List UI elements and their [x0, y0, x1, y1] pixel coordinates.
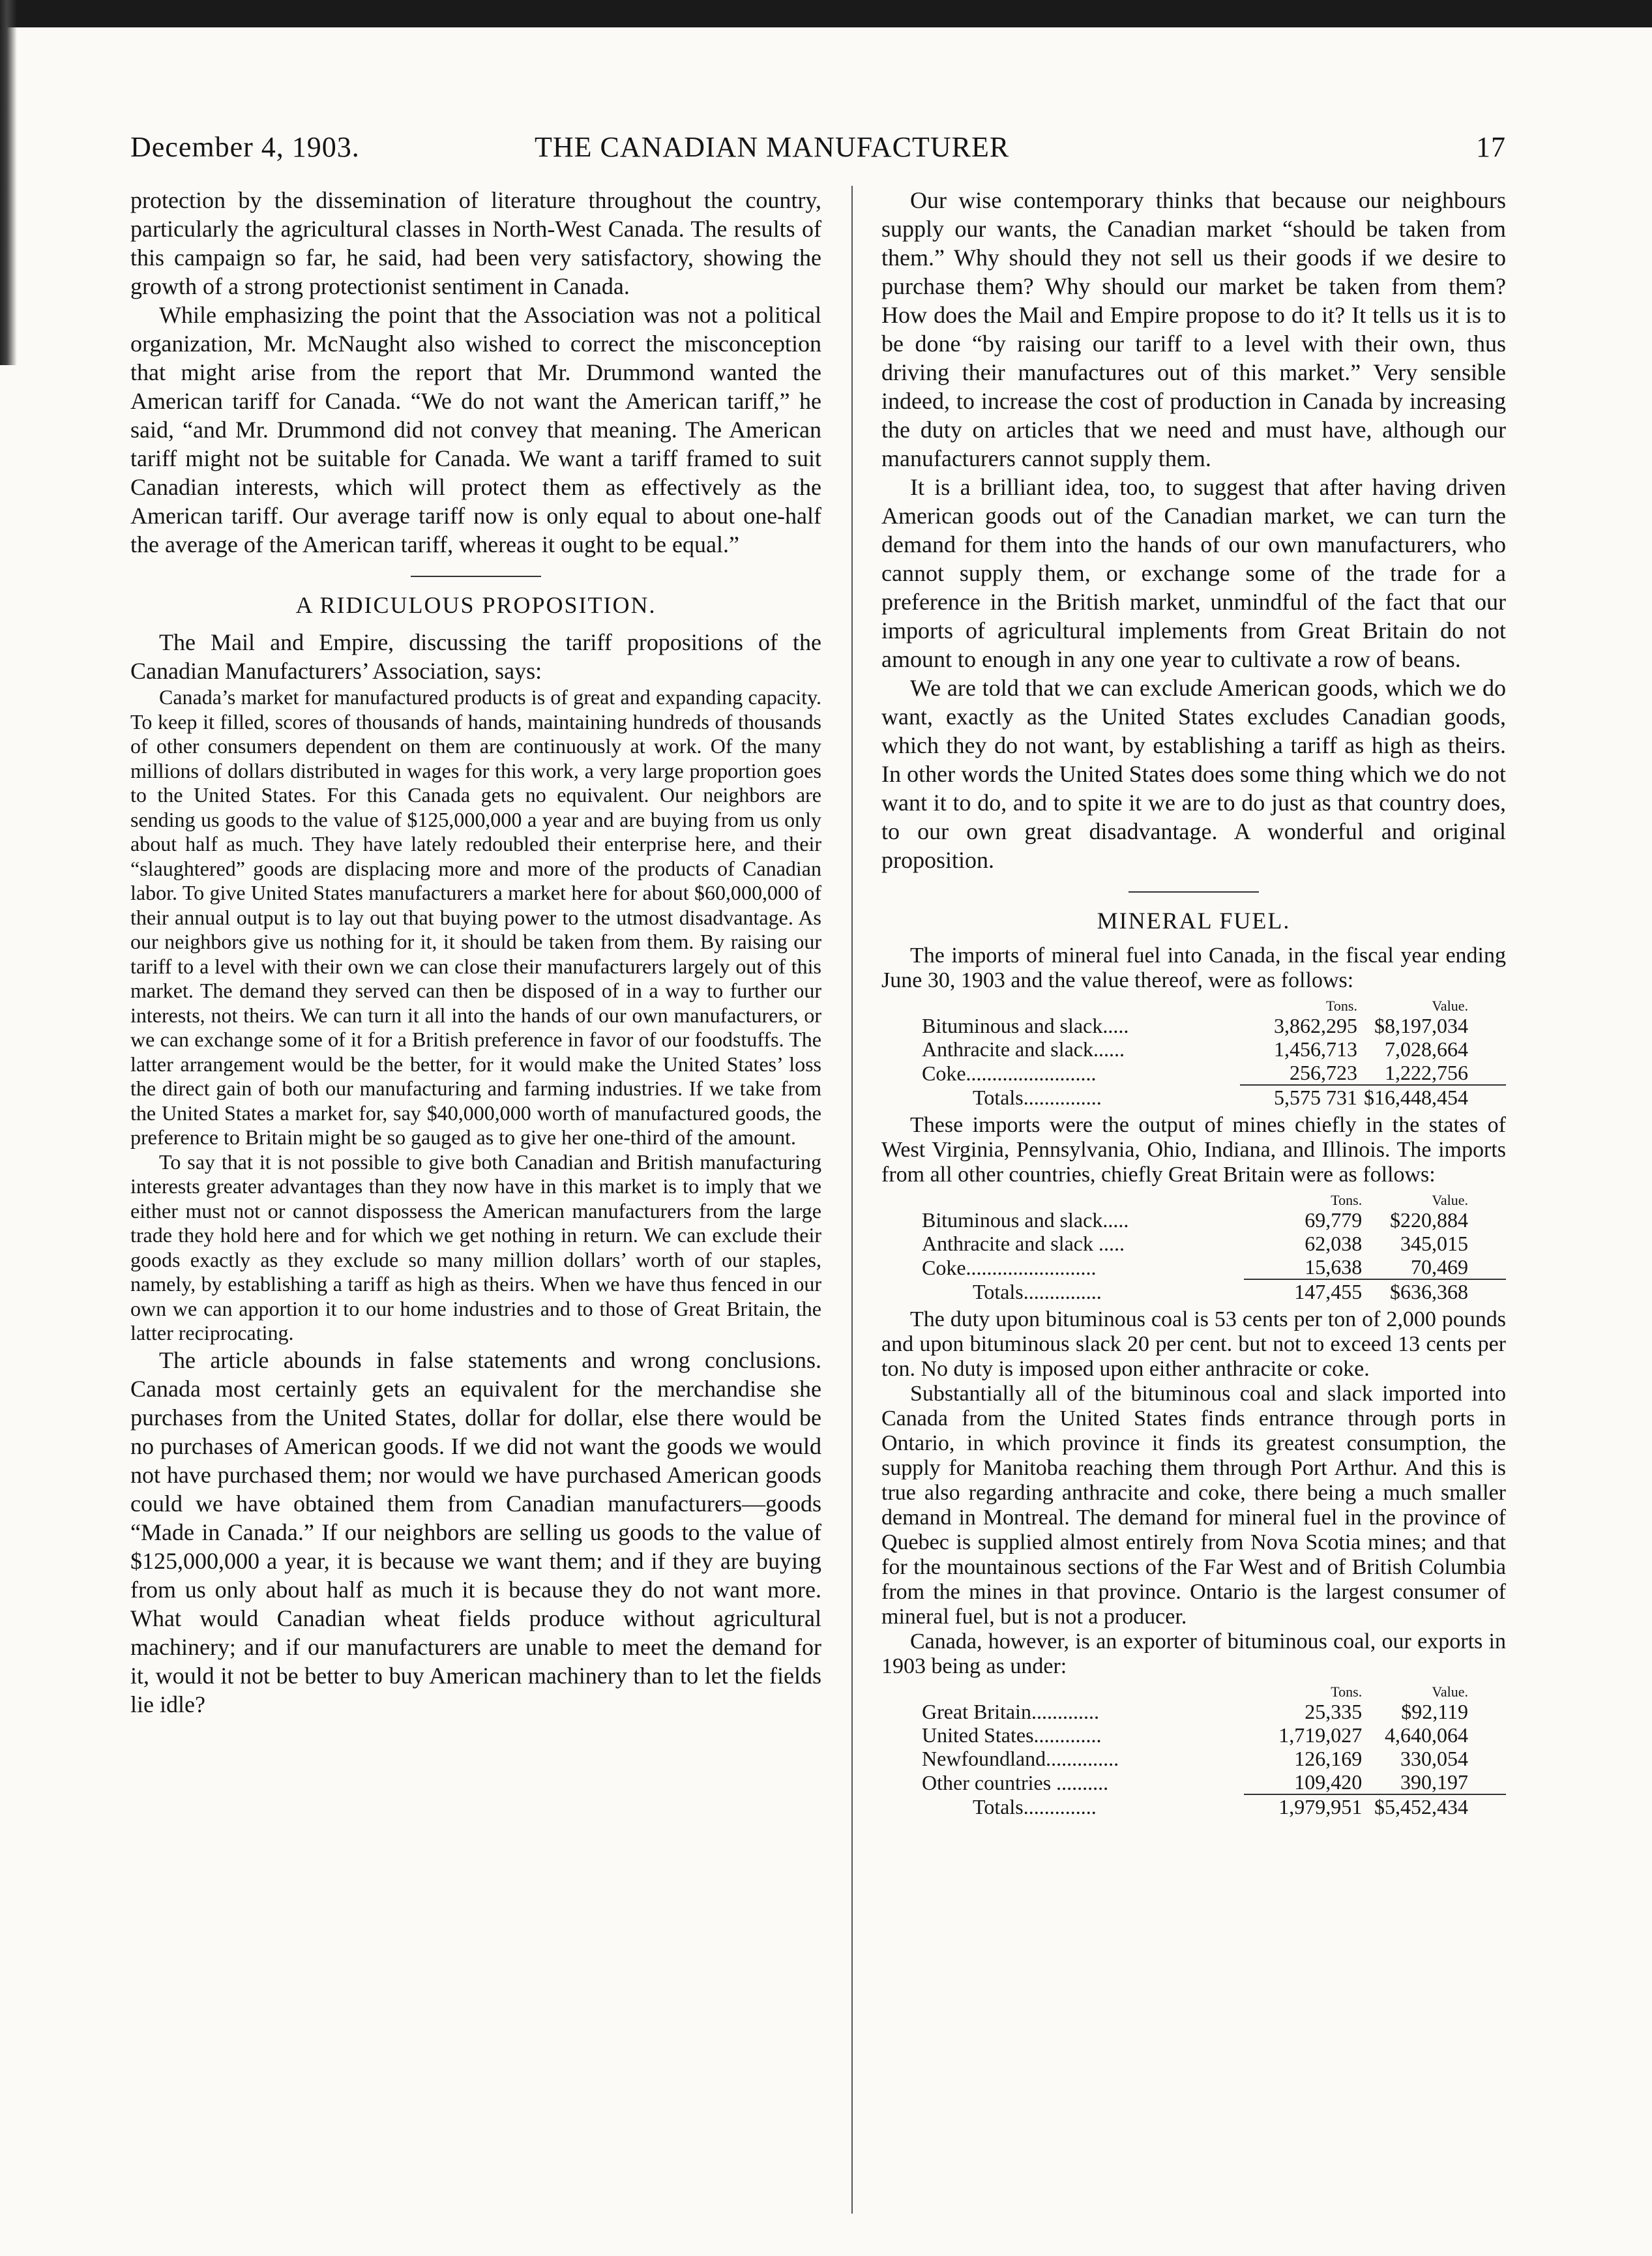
row-label: Coke......................... — [922, 1256, 1097, 1279]
column-divider — [851, 186, 853, 2214]
paragraph: We are told that we can exclude American goods, which we do want, exactly as the United States excludes Canadian goods, which they do not want, by establishing a tariff as high as theirs. In other words the United States does some thing which we do not want it to do, and to spite it we are to do just as that country does, to our own great disadvantage. A wonderful and original proposition. — [881, 675, 1506, 873]
quoted-paragraph: Canada’s market for manufactured products is of great and expanding capacity. To keep it filled, scores of thousands of hands, maintaining hundreds of thousands of other consumers dependent on them are continuously at work. Of the many millions of dollars distributed in wages for this work, a very large proportion goes to the United States. For this Canada gets no equivalent. Our neighbors are sending us goods to the value of $125,000,000 a year and are buying from us only about half as much. They have lately redoubled their enterprise here, and their “slaughtered” goods are displacing more and more of the products of Canadian labor. To give United States manufacturers a market here for about $60,000,000 of their annual output is to lay out that buying power to the utmost disadvantage. As our neighbors give us nothing for it, it should be taken from them. By raising our tariff to a level with their own we can close their manufacturers largely out of this market. The demand they served can then be disposed of in a way to further our interests, not theirs. We can turn it all into the hands of our own manufacturers, or we can exchange some of it for a British preference in favor of our foodstuffs. The latter arrangement would be the better, for it would make the United States’ loss the direct gain of both our manufacturing and farming industries. If we take from the United States a market for, say $40,000,000 worth of manufactured goods, the preference to Britain might be so gauged as to give her one-third of the amount. — [130, 685, 821, 1149]
table-row — [881, 1770, 1506, 1794]
paragraph: protection by the dissemination of literature throughout the country, particularly the agricultural classes in North-West Canada. The results of this campaign so far, he said, had been very satisfactory, showing the growth of a strong protectionist sentiment in Canada. — [130, 187, 821, 299]
totals-label: Totals.............. — [973, 1795, 1097, 1818]
tons-cell: 15,638 — [1244, 1255, 1369, 1279]
row-label: Anthracite and slack ..... — [922, 1232, 1125, 1255]
imports-other-table — [881, 1189, 1506, 1303]
tons-cell: 25,335 — [1305, 1700, 1363, 1723]
value-cell: 4,640,064 — [1385, 1723, 1468, 1747]
paragraph: The imports of mineral fuel into Canada, in the fiscal year ending June 30, 1903 and the value thereof, were as follows: — [881, 943, 1506, 992]
tons-cell: 3,862,295 — [1273, 1014, 1357, 1037]
section-heading: MINERAL FUEL. — [1097, 908, 1291, 934]
row-label: Newfoundland.............. — [922, 1747, 1119, 1770]
section-heading: A RIDICULOUS PROPOSITION. — [295, 592, 656, 618]
column-header: Value. — [1432, 998, 1468, 1014]
right-column — [881, 186, 1506, 1822]
left-column — [130, 186, 821, 1719]
row-label: Coke......................... — [922, 1061, 1097, 1085]
exports-table — [881, 1680, 1506, 1818]
value-cell: $220,884 — [1390, 1208, 1468, 1232]
quoted-paragraph: To say that it is not possible to give both Canadian and British manufacturing interests greater advantages than they now have in this market is to imply that we either must not or cannot dispossess the American manufacturers from the large trade they hold here and for which we get nothing in return. We can exclude their goods exactly as they exclude so many million dollars’ worth of our staples, namely, by establishing a tariff as high as theirs. When we have thus fenced in our own we can apportion it to our home industries and to those of Great Britain, the latter reciprocating. — [130, 1150, 821, 1344]
table-row — [881, 1037, 1506, 1061]
value-cell: 1,222,756 — [1364, 1061, 1506, 1085]
column-header: Value. — [1432, 1192, 1468, 1208]
scan-left-edge — [0, 0, 17, 365]
value-cell: 390,197 — [1368, 1770, 1506, 1794]
value-cell: 330,054 — [1400, 1747, 1468, 1770]
paragraph: The article abounds in false statements and wrong conclusions. Canada most certainly gets an equivalent for the merchandise she purchases from the United States, dollar for dollar, else there would be no purchases of American goods. If we did not want the goods we would not have purchased them; nor would we have purchased American goods could we have obtained them from Canadian manufacturers—goods “Made in Canada.” If our neighbors are selling us goods to the value of $125,000,000 a year, it is because we want them; and if they are buying from us only about half as much it is because they do not want more. What would Canadian wheat fields produce without agricultural machinery; and if our manufacturers are unable to meet the demand for it, would it not be better to buy American machinery than to let the fields lie idle? — [130, 1346, 821, 1717]
table-row — [881, 1232, 1506, 1255]
row-label: Bituminous and slack..... — [922, 1208, 1129, 1232]
table-header-row — [881, 1680, 1506, 1700]
totals-row — [881, 1279, 1506, 1303]
imports-us-table — [881, 994, 1506, 1109]
column-header: Tons. — [1331, 1684, 1363, 1700]
tons-cell: 1,719,027 — [1278, 1723, 1363, 1747]
totals-row — [881, 1794, 1506, 1818]
paragraph: The Mail and Empire, discussing the tariff propositions of the Canadian Manufacturers’ Association, says: — [130, 629, 821, 684]
table-row — [881, 1014, 1506, 1037]
paragraph: The duty upon bituminous coal is 53 cents per ton of 2,000 pounds and upon bituminous slack 20 per cent. but not to exceed 13 cents per ton. No duty is imposed upon either anthracite or coke. — [881, 1307, 1506, 1381]
paragraph: Substantially all of the bituminous coal and slack imported into Canada from the United States finds entrance through ports in Ontario, in which province it finds its greatest consumption, the supply for Manitoba reaching them through Port Arthur. And this is true also regarding anthracite and coke, there being a much smaller demand in Montreal. The demand for mineral fuel in the province of Quebec is supplied almost entirely from Nova Scotia mines; and that for the mountainous sections of the Far West and of British Columbia from the mines in that province. Ontario is the largest consumer of mineral fuel, but is not a producer. — [881, 1382, 1506, 1629]
tons-cell: 256,723 — [1240, 1061, 1364, 1085]
table-row — [881, 1747, 1506, 1770]
tons-cell: 126,169 — [1294, 1747, 1363, 1770]
tons-cell: 1,456,713 — [1273, 1037, 1357, 1061]
section-rule — [1128, 891, 1259, 893]
paragraph: Our wise contemporary thinks that because our neighbours supply our wants, the Canadian market “should be taken from them.” Why should they not sell us their goods if we desire to purchase them? Why should our market be taken from them? How does the Mail and Empire propose to do it? It tells us it is to be done “by raising our tariff to a level with their own, thus driving their manufactures out of this market.” Very sensible indeed, to increase the cost of production in Canada by increasing the duty on articles that we need and must have, although our manufacturers cannot supply them. — [881, 187, 1506, 471]
tons-cell: 109,420 — [1244, 1770, 1369, 1794]
row-label: Bituminous and slack..... — [922, 1014, 1129, 1037]
totals-label: Totals............... — [973, 1280, 1102, 1303]
value-total: $636,368 — [1390, 1280, 1468, 1303]
row-label: Anthracite and slack...... — [922, 1037, 1125, 1061]
table-row — [881, 1208, 1506, 1232]
totals-row — [881, 1085, 1506, 1109]
value-cell: $92,119 — [1401, 1700, 1468, 1723]
scan-top-border — [0, 0, 1652, 27]
paragraph: While emphasizing the point that the Association was not a political organization, Mr. McNaught also wished to correct the misconception that might arise from the report that Mr. Drummond wanted the American tariff for Canada. “We do not want the American tariff,” he said, “and Mr. Drummond did not convey that meaning. The American tariff might not be suitable for Canada. We want a tariff framed to suit Canadian interests, which will protect them as effectively as the American tariff. Our average tariff now is only equal to about one-half the average of the American tariff, whereas it ought to be equal.” — [130, 302, 821, 557]
column-header: Tons. — [1326, 998, 1357, 1014]
table-row — [881, 1700, 1506, 1723]
paragraph: It is a brilliant idea, too, to suggest that after having driven American goods out of the Canadian market, we can turn the demand for them into the hands of our own manufacturers, who cannot supply them, or exchange some of the trade for a preference in the British market, unmindful of the fact that our imports of agricultural implements from Great Britain do not amount to enough in any one year to cultivate a row of beans. — [881, 474, 1506, 672]
paragraph: Canada, however, is an exporter of bituminous coal, our exports in 1903 being as under: — [881, 1629, 1506, 1678]
tons-total: 1,979,951 — [1278, 1795, 1363, 1818]
tons-total: 5,575 731 — [1273, 1086, 1357, 1109]
value-cell: $8,197,034 — [1374, 1014, 1468, 1037]
row-label: Other countries .......... — [922, 1771, 1109, 1794]
row-label: Great Britain............. — [922, 1700, 1099, 1723]
page-number: 17 — [1476, 131, 1506, 163]
header-date: December 4, 1903. — [130, 131, 360, 163]
totals-label: Totals............... — [973, 1086, 1102, 1109]
tons-total: 147,455 — [1294, 1280, 1363, 1303]
table-header-row — [881, 1189, 1506, 1208]
table-row — [881, 1061, 1506, 1085]
value-cell: 7,028,664 — [1385, 1037, 1468, 1061]
table-row — [881, 1255, 1506, 1279]
column-header: Tons. — [1331, 1192, 1363, 1208]
tons-cell: 69,779 — [1305, 1208, 1363, 1232]
paragraph: These imports were the output of mines chiefly in the states of West Virginia, Pennsylvania, Ohio, Indiana, and Illinois. The imports from all other countries, chiefly Great Britain were as follows: — [881, 1113, 1506, 1187]
row-label: United States............. — [922, 1723, 1102, 1747]
page-header — [130, 130, 1506, 176]
table-row — [881, 1723, 1506, 1747]
publication-title: THE CANADIAN MANUFACTURER — [535, 131, 1010, 163]
section-rule — [411, 576, 541, 577]
value-total: $5,452,434 — [1374, 1795, 1468, 1818]
value-total: $16,448,454 — [1364, 1086, 1468, 1109]
table-header-row — [881, 994, 1506, 1014]
value-cell: 345,015 — [1400, 1232, 1468, 1255]
column-header: Value. — [1432, 1684, 1468, 1700]
tons-cell: 62,038 — [1305, 1232, 1363, 1255]
value-cell: 70,469 — [1368, 1255, 1506, 1279]
